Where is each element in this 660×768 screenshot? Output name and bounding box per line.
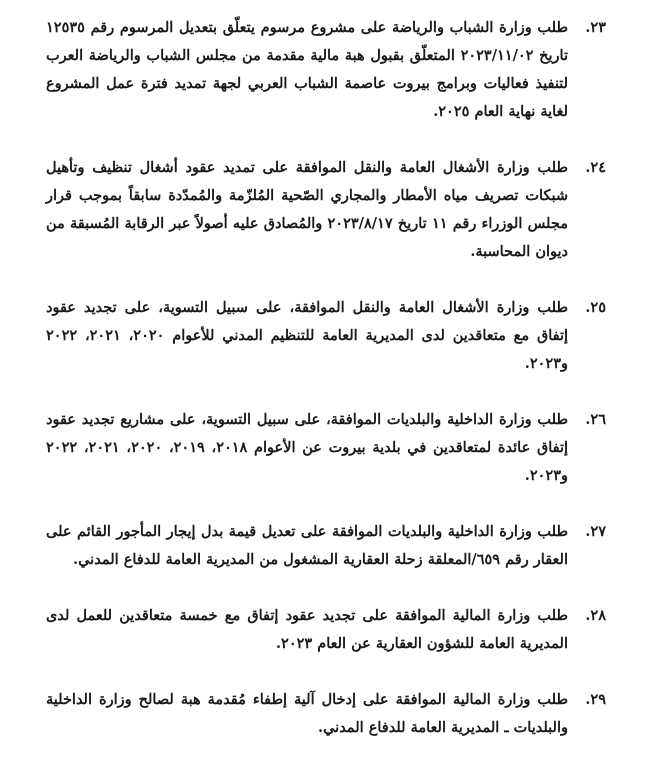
agenda-item-25 (46, 294, 606, 378)
item-text: طلب وزارة الأشغال العامة والنقل الموافقة على تمديد عقود أشغال تنظيف وتأهيل شبكات تصريف مياه الأمطار والمجاري الصّحية المُلزّمة والمُمدّدة سابقاً بموجب قرار مجلس الوزراء رقم ١١ تاريخ ٢٠٢٣/٨/١٧ والمُصادق عليه أصولاً عبر الرقابة المُسبقة من ديوان المحاسبة. (46, 159, 568, 260)
item-text: طلب وزارة المالية الموافقة على إدخال آلية إطفاء مُقدمة هبة لصالح وزارة الداخلية والبلديات ـ المديرية العامة للدفاع المدني. (46, 691, 568, 736)
item-number: ٢٣. (585, 19, 606, 36)
agenda-item-24 (46, 154, 606, 266)
agenda-item-29 (46, 686, 606, 742)
item-number: ٢٦. (585, 411, 606, 428)
agenda-item-26 (46, 406, 606, 490)
agenda-item-27 (46, 518, 606, 574)
item-text: طلب وزارة الداخلية والبلديات الموافقة، على سبيل التسوية، على مشاريع تجديد عقود إتفاق عائدة لمتعاقدين في بلدية بيروت عن الأعوام ٢٠١٨، ٢٠١٩، ٢٠٢٠، ٢٠٢١، ٢٠٢٢ و٢٠٢٣. (46, 411, 569, 484)
item-number: ٢٤. (585, 159, 606, 176)
item-text: طلب وزارة الشباب والرياضة على مشروع مرسوم يتعلّق بتعديل المرسوم رقم ١٢٥٣٥ تاريخ ٢٠٢٣/١١/٠٢ المتعلّق بقبول هبة مالية مقدمة من مجلس الشباب والرياضة العرب لتنفيذ فعاليات وبرامج بيروت عاصمة الشباب العربي لجهة تمديد فترة عمل المشروع لغاية نهاية العام ٢٠٢٥. (46, 19, 568, 120)
item-number: ٢٨. (585, 607, 606, 624)
agenda-item-23 (46, 14, 606, 126)
item-text: طلب وزارة الداخلية والبلديات الموافقة على تعديل قيمة بدل إيجار المأجور القائم على العقار رقم ٦٥٩/المعلقة زحلة العقارية المشغول من المديرية العامة للدفاع المدني. (46, 523, 568, 568)
item-text: طلب وزارة المالية الموافقة على تجديد عقود إتفاق مع خمسة متعاقدين للعمل لدى المديرية العامة للشؤون العقارية عن العام ٢٠٢٣. (46, 607, 568, 652)
item-text: طلب وزارة الأشغال العامة والنقل الموافقة، على سبيل التسوية، على تجديد عقود إتفاق مع متعاقدين لدى المديرية العامة للتنظيم المدني للأعوام ٢٠٢٠، ٢٠٢١، ٢٠٢٢ و٢٠٢٣. (46, 299, 569, 372)
item-number: ٢٥. (585, 299, 606, 316)
item-number: ٢٩. (585, 691, 606, 708)
agenda-item-28 (46, 602, 606, 658)
item-number: ٢٧. (585, 523, 606, 540)
